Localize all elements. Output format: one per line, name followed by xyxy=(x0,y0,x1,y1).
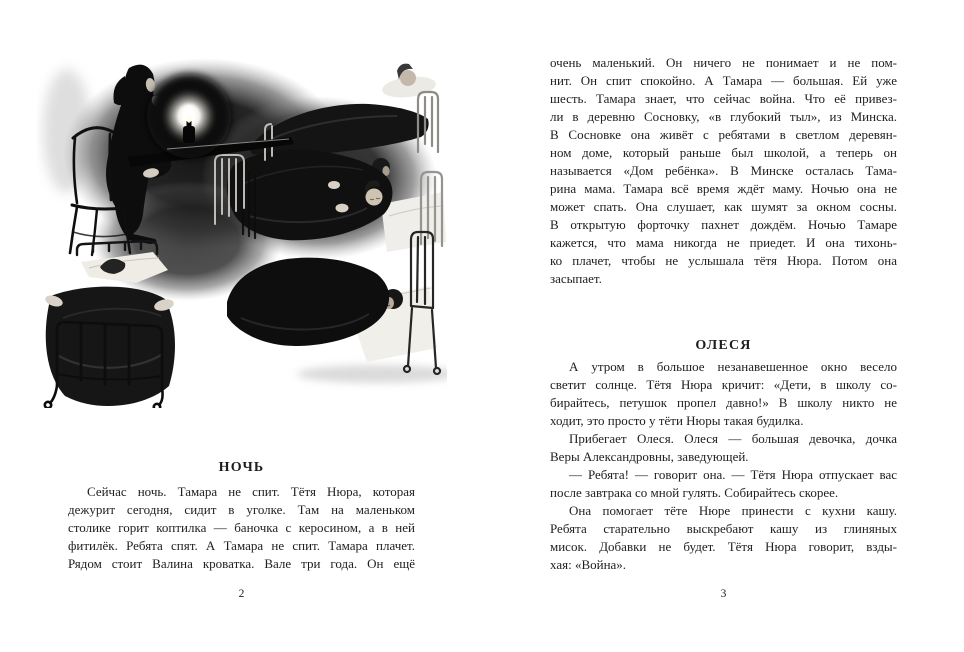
page-number-left: 2 xyxy=(238,588,245,600)
text-line: шесть. Тамара знает, что сейчас война. Что её привез- xyxy=(550,91,897,106)
text-line: Сейчас ночь. Тамара не спит. Тётя Нюра, которая xyxy=(87,484,415,499)
chapter-heading-night: НОЧЬ xyxy=(218,459,265,475)
text-line: засыпает. xyxy=(550,271,602,286)
text-line: Она помогает тёте Нюре принести с кухни кашу. xyxy=(569,503,897,518)
text-line: бирайтесь, петушок пропел давно!» В школу никто не xyxy=(550,395,897,410)
text-line: ко плачет, чтобы не услышала тётя Нюра. Потом она xyxy=(550,253,897,268)
text-line: нит. Он спит спокойно. А Тамара — большая. Ей уже xyxy=(550,73,897,88)
text-line: называется «Дом ребёнка». В Минске осталась Тама- xyxy=(550,163,897,178)
text-line: Рядом стоит Валина кроватка. Вале три года. Он ещё xyxy=(68,556,415,571)
text-line: — Ребята! — говорит она. — Тётя Нюра отпускает вас xyxy=(569,467,897,482)
text-line: после завтрака со мной гулять. Собирайтесь скорее. xyxy=(550,485,839,500)
text-line: Веры Александровны, заведующей. xyxy=(550,449,749,464)
text-line: столике горит коптилка — баночка с керосином, а в ней xyxy=(68,520,415,535)
text-line: ли в деревню Сосновку, «в глубокий тыл», из Минска. xyxy=(550,109,897,124)
text-line: хая: «Война». xyxy=(550,557,627,572)
text-line: ном доме, который раньше был школой, а теперь он xyxy=(550,145,897,160)
text-line: светит солнце. Тётя Нюра кричит: «Дети, в школу со- xyxy=(550,377,897,392)
text-line: мисок. Добавки не будет. Тётя Нюра говорит, взды- xyxy=(550,539,897,554)
night-illustration xyxy=(37,56,447,408)
text-line: Ребята старательно выскребают кашу из глиняных xyxy=(550,521,897,536)
chapter-heading-olesya: ОЛЕСЯ xyxy=(695,337,752,353)
text-line: дежурит сегодня, сидит в уголке. Там на маленьком xyxy=(68,502,415,517)
text-line: может спать. Она слушает, как шумят за окном сосны. xyxy=(550,199,897,214)
text-line: очень маленький. Он ничего не понимает и не пом- xyxy=(550,55,897,70)
text-line: Прибегает Олеся. Олеся — большая девочка, дочка xyxy=(569,431,897,446)
page-number-right: 3 xyxy=(720,588,727,600)
text-line: В открытую форточку пахнет дождём. Ночью Тамаре xyxy=(550,217,897,232)
text-line: рина мама. Тамара всё время ждёт маму. Ночью она не xyxy=(550,181,897,196)
right-page-text-bottom xyxy=(550,358,897,574)
text-line: ходит, это просто у тёти Нюры такая будилка. xyxy=(550,413,804,428)
text-line: кажется, что мама никогда не приедет. И она тихонь- xyxy=(550,235,897,250)
text-line: А утром в большое незанавешенное окно весело xyxy=(569,359,897,374)
left-page-text xyxy=(68,483,415,573)
right-page-text-top xyxy=(550,54,897,288)
text-line: фитилёк. Ребята спят. А Тамара не спит. Тамара плачет. xyxy=(68,538,415,553)
bed-front xyxy=(44,241,175,408)
text-line: В Сосновке она живёт с ребятами в светлом деревян- xyxy=(550,127,897,142)
